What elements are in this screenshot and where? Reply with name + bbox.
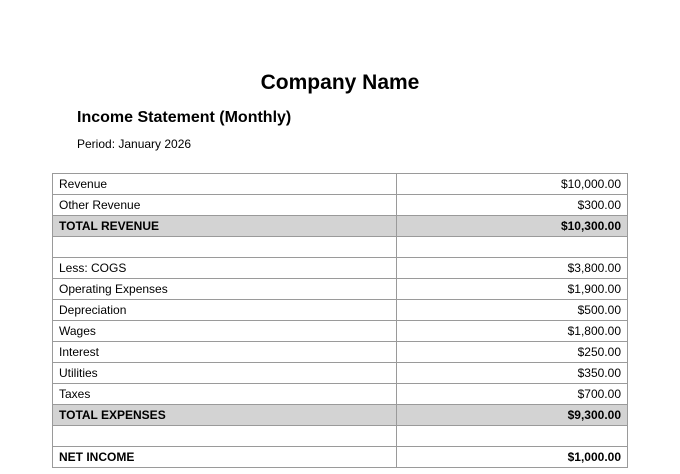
row-amount	[397, 237, 628, 258]
row-label: Utilities	[53, 363, 397, 384]
blank-row	[53, 237, 628, 258]
row-label: Wages	[53, 321, 397, 342]
table-row	[53, 300, 628, 321]
row-amount: $350.00	[397, 363, 628, 384]
table-row	[53, 258, 628, 279]
income-statement-table	[52, 173, 628, 468]
total-revenue-row	[53, 216, 628, 237]
row-amount: $10,300.00	[397, 216, 628, 237]
table-row	[53, 384, 628, 405]
company-name: Company Name	[260, 71, 420, 94]
row-label: NET INCOME	[53, 447, 397, 468]
table-row	[53, 321, 628, 342]
row-label: TOTAL REVENUE	[53, 216, 397, 237]
row-amount: $1,800.00	[397, 321, 628, 342]
row-amount: $3,800.00	[397, 258, 628, 279]
statement-title: Income Statement (Monthly)	[77, 109, 292, 126]
row-amount: $10,000.00	[397, 174, 628, 195]
row-label: Other Revenue	[53, 195, 397, 216]
row-label: Less: COGS	[53, 258, 397, 279]
total-expenses-row	[53, 405, 628, 426]
table-row	[53, 195, 628, 216]
statement-period: Period: January 2026	[77, 137, 192, 151]
row-label: Interest	[53, 342, 397, 363]
row-label: Operating Expenses	[53, 279, 397, 300]
row-amount: $1,900.00	[397, 279, 628, 300]
net-income-row	[53, 447, 628, 468]
row-label: Depreciation	[53, 300, 397, 321]
row-amount: $700.00	[397, 384, 628, 405]
row-label	[53, 426, 397, 447]
row-label: Taxes	[53, 384, 397, 405]
row-amount: $250.00	[397, 342, 628, 363]
row-label	[53, 237, 397, 258]
row-amount	[397, 426, 628, 447]
row-label: Revenue	[53, 174, 397, 195]
blank-row	[53, 426, 628, 447]
row-label: TOTAL EXPENSES	[53, 405, 397, 426]
row-amount: $1,000.00	[397, 447, 628, 468]
table-row	[53, 174, 628, 195]
table-row	[53, 363, 628, 384]
table-row	[53, 342, 628, 363]
row-amount: $9,300.00	[397, 405, 628, 426]
row-amount: $300.00	[397, 195, 628, 216]
table-row	[53, 279, 628, 300]
row-amount: $500.00	[397, 300, 628, 321]
